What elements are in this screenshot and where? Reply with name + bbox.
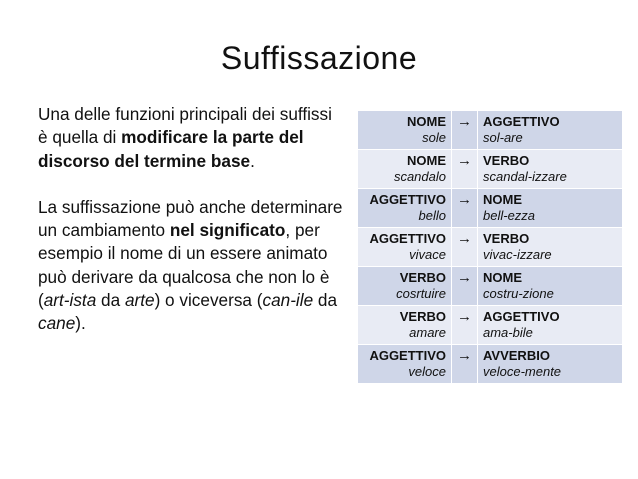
- source-category: VERBO: [399, 309, 446, 324]
- paragraph-1-text: Una delle funzioni principali dei suffissi è quella di: [38, 104, 332, 148]
- source-cell: [358, 228, 452, 267]
- source-cell: [358, 111, 452, 150]
- target-cell: [478, 150, 623, 189]
- arrow-icon: →: [452, 306, 478, 345]
- source-cell: [358, 150, 452, 189]
- paragraph-2-text-d: ) o viceversa (: [154, 290, 263, 311]
- target-category: VERBO: [483, 231, 530, 246]
- source-example: veloce: [408, 364, 446, 379]
- paragraph-2: [38, 196, 343, 336]
- target-cell: [478, 345, 623, 384]
- target-cell: [478, 267, 623, 306]
- source-category: VERBO: [399, 270, 446, 285]
- target-example: sol-are: [483, 130, 523, 145]
- arrow-icon: →: [452, 228, 478, 267]
- source-example: cosrtuire: [396, 286, 446, 301]
- arrow-icon: →: [452, 111, 478, 150]
- table-row: [358, 111, 623, 150]
- target-category: NOME: [483, 270, 522, 285]
- source-example: scandalo: [393, 169, 446, 184]
- paragraph-2-text-b: , per esempio il nome di un essere animato può derivare da qualcosa che non lo è (: [38, 220, 330, 311]
- paragraph-2-text-e: da: [313, 290, 338, 311]
- target-example: scandal-izzare: [483, 169, 567, 184]
- target-cell: [478, 228, 623, 267]
- target-category: NOME: [483, 192, 522, 207]
- paragraph-1-end: .: [250, 150, 255, 171]
- table-row: [358, 306, 623, 345]
- source-cell: [358, 189, 452, 228]
- target-cell: [478, 111, 623, 150]
- paragraph-2-text: La suffissazione può anche determinare un cambiamento: [38, 196, 343, 241]
- example-artista: art-ista: [43, 290, 97, 311]
- source-category: AGGETTIVO: [369, 348, 446, 363]
- target-category: VERBO: [483, 153, 530, 168]
- example-cane: cane: [38, 313, 76, 334]
- paragraph-1-bold: modificare la parte del discorso del termine base: [38, 127, 304, 171]
- arrow-icon: →: [452, 189, 478, 228]
- paragraph-2-text-c: da: [96, 290, 125, 311]
- target-example: bell-ezza: [483, 208, 536, 223]
- table-row: [358, 189, 623, 228]
- target-category: AVVERBIO: [483, 348, 550, 363]
- target-cell: [478, 189, 623, 228]
- target-example: ama-bile: [483, 325, 533, 340]
- source-example: vivace: [409, 247, 446, 262]
- suffix-table: [357, 110, 623, 384]
- example-arte: arte: [124, 290, 155, 311]
- paragraph-2-bold: nel significato: [169, 220, 286, 241]
- source-example: bello: [418, 208, 446, 223]
- paragraph-2-end: ).: [75, 313, 86, 334]
- source-example: amare: [409, 325, 446, 340]
- target-cell: [478, 306, 623, 345]
- source-category: AGGETTIVO: [369, 231, 446, 246]
- source-category: AGGETTIVO: [369, 192, 446, 207]
- table-row: [358, 345, 623, 384]
- example-canile: can-ile: [262, 290, 314, 311]
- table-row: [358, 150, 623, 189]
- source-cell: [358, 267, 452, 306]
- target-example: costru-zione: [483, 286, 554, 301]
- arrow-icon: →: [452, 345, 478, 384]
- slide-title: Suffissazione: [220, 40, 418, 76]
- source-cell: [358, 345, 452, 384]
- source-category: NOME: [407, 114, 446, 129]
- table-row: [358, 267, 623, 306]
- table-row: [358, 228, 623, 267]
- target-example: veloce-mente: [483, 364, 562, 379]
- body-text: [38, 103, 343, 336]
- target-category: AGGETTIVO: [483, 114, 560, 129]
- source-example: sole: [422, 130, 446, 145]
- arrow-icon: →: [452, 267, 478, 306]
- paragraph-1: [38, 103, 343, 173]
- arrow-icon: →: [452, 150, 478, 189]
- target-example: vivac-izzare: [483, 247, 552, 262]
- source-category: NOME: [407, 153, 446, 168]
- source-cell: [358, 306, 452, 345]
- target-category: AGGETTIVO: [483, 309, 560, 324]
